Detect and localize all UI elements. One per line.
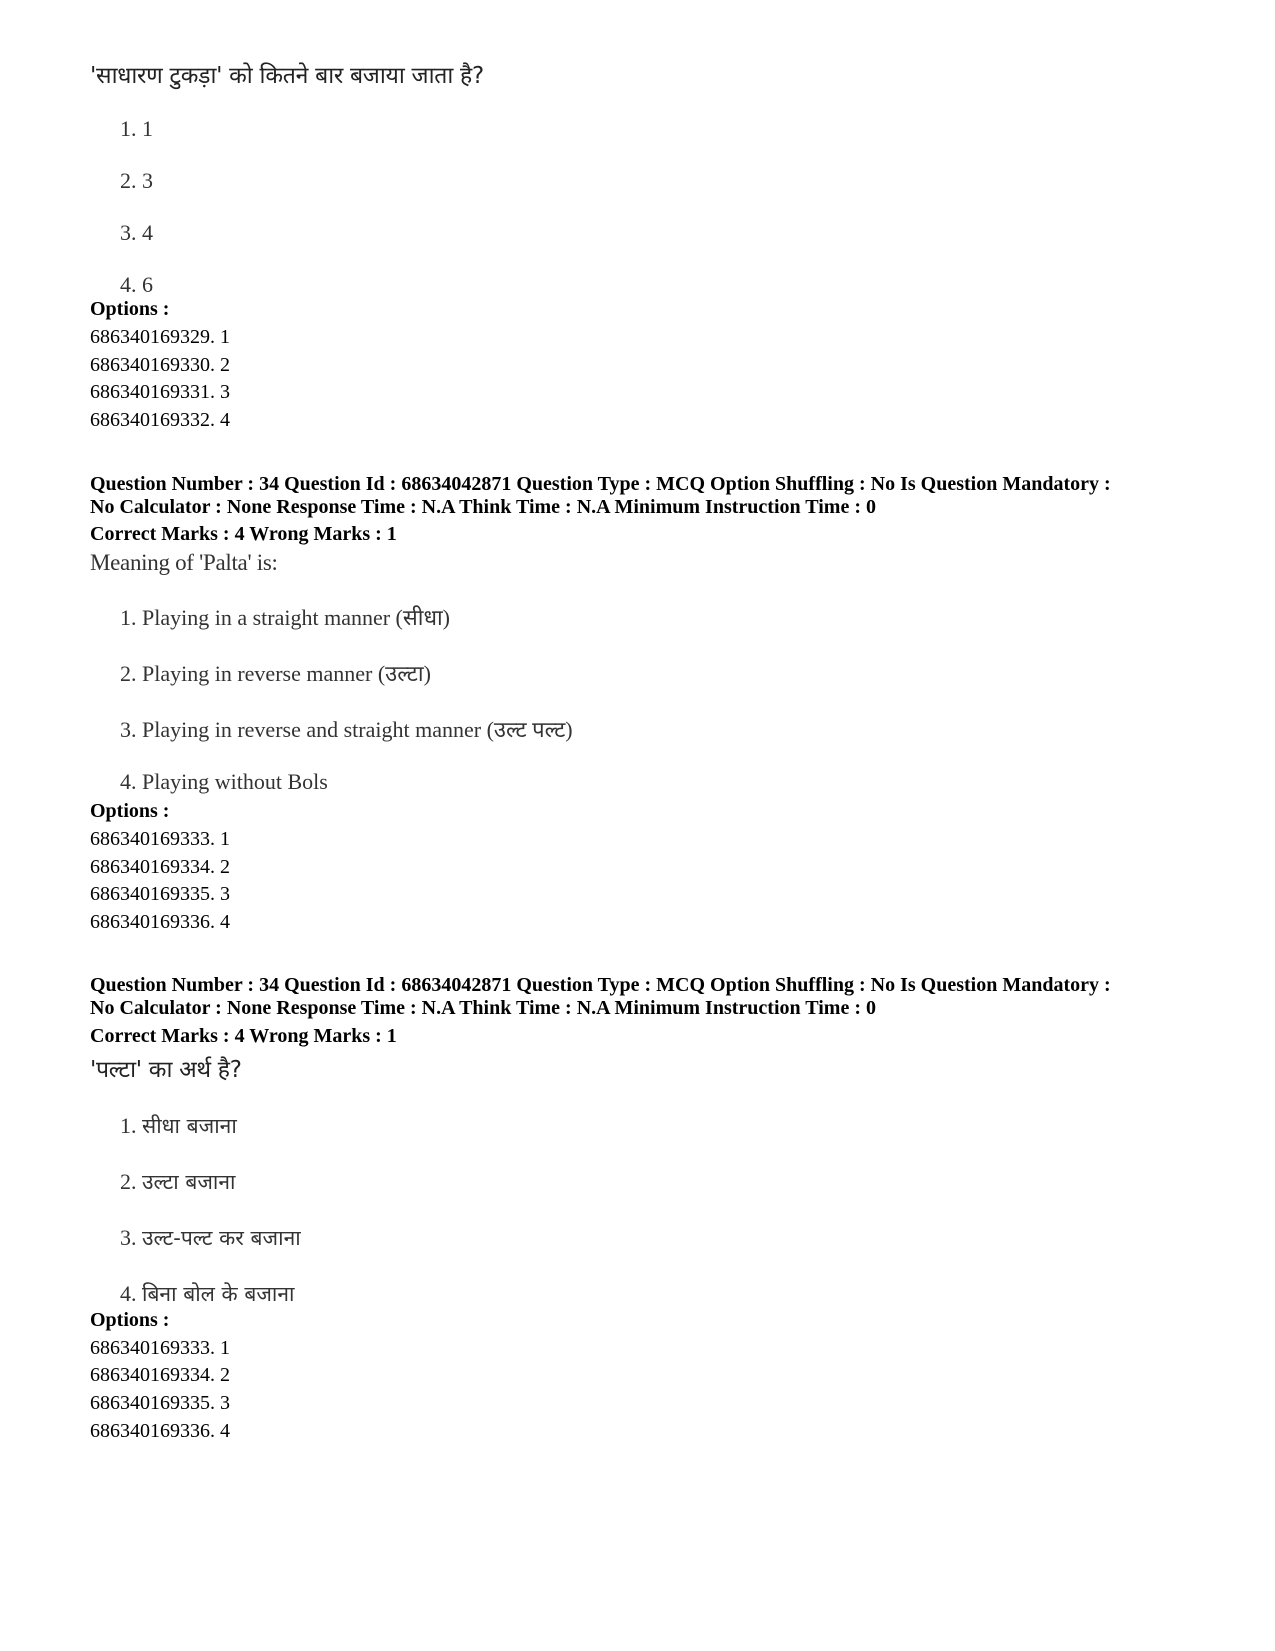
question-meta-line-1: Question Number : 34 Question Id : 68634042871 Question Type : MCQ Option Shuffling : No Is Question Mandatory : [90, 974, 1111, 996]
option-id-row: 686340169330. 2 [90, 354, 230, 376]
choice-number: 2. [120, 661, 137, 686]
choice-text: सीधा बजाना [142, 1114, 237, 1138]
question-text: Meaning of 'Palta' is: [90, 550, 278, 575]
choice-number: 4. [120, 769, 137, 794]
choice-text: 6 [142, 272, 153, 297]
choice-text: Playing in reverse and straight manner (उल्ट पल्ट) [142, 717, 573, 742]
question-meta-line-2: No Calculator : None Response Time : N.A Think Time : N.A Minimum Instruction Time : 0 [90, 997, 876, 1019]
option-id-row: 686340169331. 3 [90, 381, 230, 403]
question-text: 'साधारण टुकड़ा' को कितने बार बजाया जाता है? [90, 63, 484, 89]
choice-item [120, 769, 328, 795]
choice-number: 2. [120, 168, 137, 193]
choice-text: 4 [142, 220, 153, 245]
options-label: Options : [90, 1309, 170, 1331]
choice-text: उल्टा बजाना [142, 1170, 236, 1194]
choice-text: Playing without Bols [142, 769, 328, 794]
choice-item [120, 1281, 294, 1307]
choice-item [120, 717, 573, 743]
question-marks: Correct Marks : 4 Wrong Marks : 1 [90, 523, 397, 545]
choice-item [120, 116, 153, 142]
choice-number: 2. [120, 1169, 137, 1194]
choice-number: 1. [120, 1113, 137, 1138]
option-id-row: 686340169333. 1 [90, 1337, 230, 1359]
options-label: Options : [90, 298, 170, 320]
question-meta-line-2: No Calculator : None Response Time : N.A Think Time : N.A Minimum Instruction Time : 0 [90, 496, 876, 518]
choice-item [120, 605, 450, 631]
option-id-row: 686340169335. 3 [90, 1392, 230, 1414]
choice-item [120, 1113, 237, 1139]
option-id-row: 686340169336. 4 [90, 911, 230, 933]
option-id-row: 686340169329. 1 [90, 326, 230, 348]
question-marks: Correct Marks : 4 Wrong Marks : 1 [90, 1025, 397, 1047]
choice-text: 3 [142, 168, 153, 193]
choice-number: 3. [120, 220, 137, 245]
option-id-row: 686340169333. 1 [90, 828, 230, 850]
choice-text: Playing in reverse manner (उल्टा) [142, 661, 431, 686]
option-id-row: 686340169332. 4 [90, 409, 230, 431]
options-label: Options : [90, 800, 170, 822]
choice-number: 3. [120, 717, 137, 742]
option-id-row: 686340169336. 4 [90, 1420, 230, 1442]
choice-item [120, 220, 153, 246]
choice-number: 4. [120, 272, 137, 297]
choice-number: 4. [120, 1281, 137, 1306]
choice-item [120, 1225, 301, 1251]
choice-text: 1 [142, 116, 153, 141]
choice-item [120, 168, 153, 194]
choice-number: 3. [120, 1225, 137, 1250]
choice-item [120, 661, 431, 687]
choice-number: 1. [120, 116, 137, 141]
choice-text: उल्ट-पल्ट कर बजाना [142, 1226, 301, 1250]
choice-text: Playing in a straight manner (सीधा) [142, 605, 451, 630]
option-id-row: 686340169334. 2 [90, 856, 230, 878]
choice-item [120, 272, 153, 298]
choice-item [120, 1169, 235, 1195]
option-id-row: 686340169335. 3 [90, 883, 230, 905]
choice-text: बिना बोल के बजाना [142, 1282, 295, 1306]
choice-number: 1. [120, 605, 137, 630]
question-meta-line-1: Question Number : 34 Question Id : 68634042871 Question Type : MCQ Option Shuffling : No Is Question Mandatory : [90, 473, 1111, 495]
option-id-row: 686340169334. 2 [90, 1364, 230, 1386]
question-text: 'पल्टा' का अर्थ है? [90, 1057, 242, 1083]
